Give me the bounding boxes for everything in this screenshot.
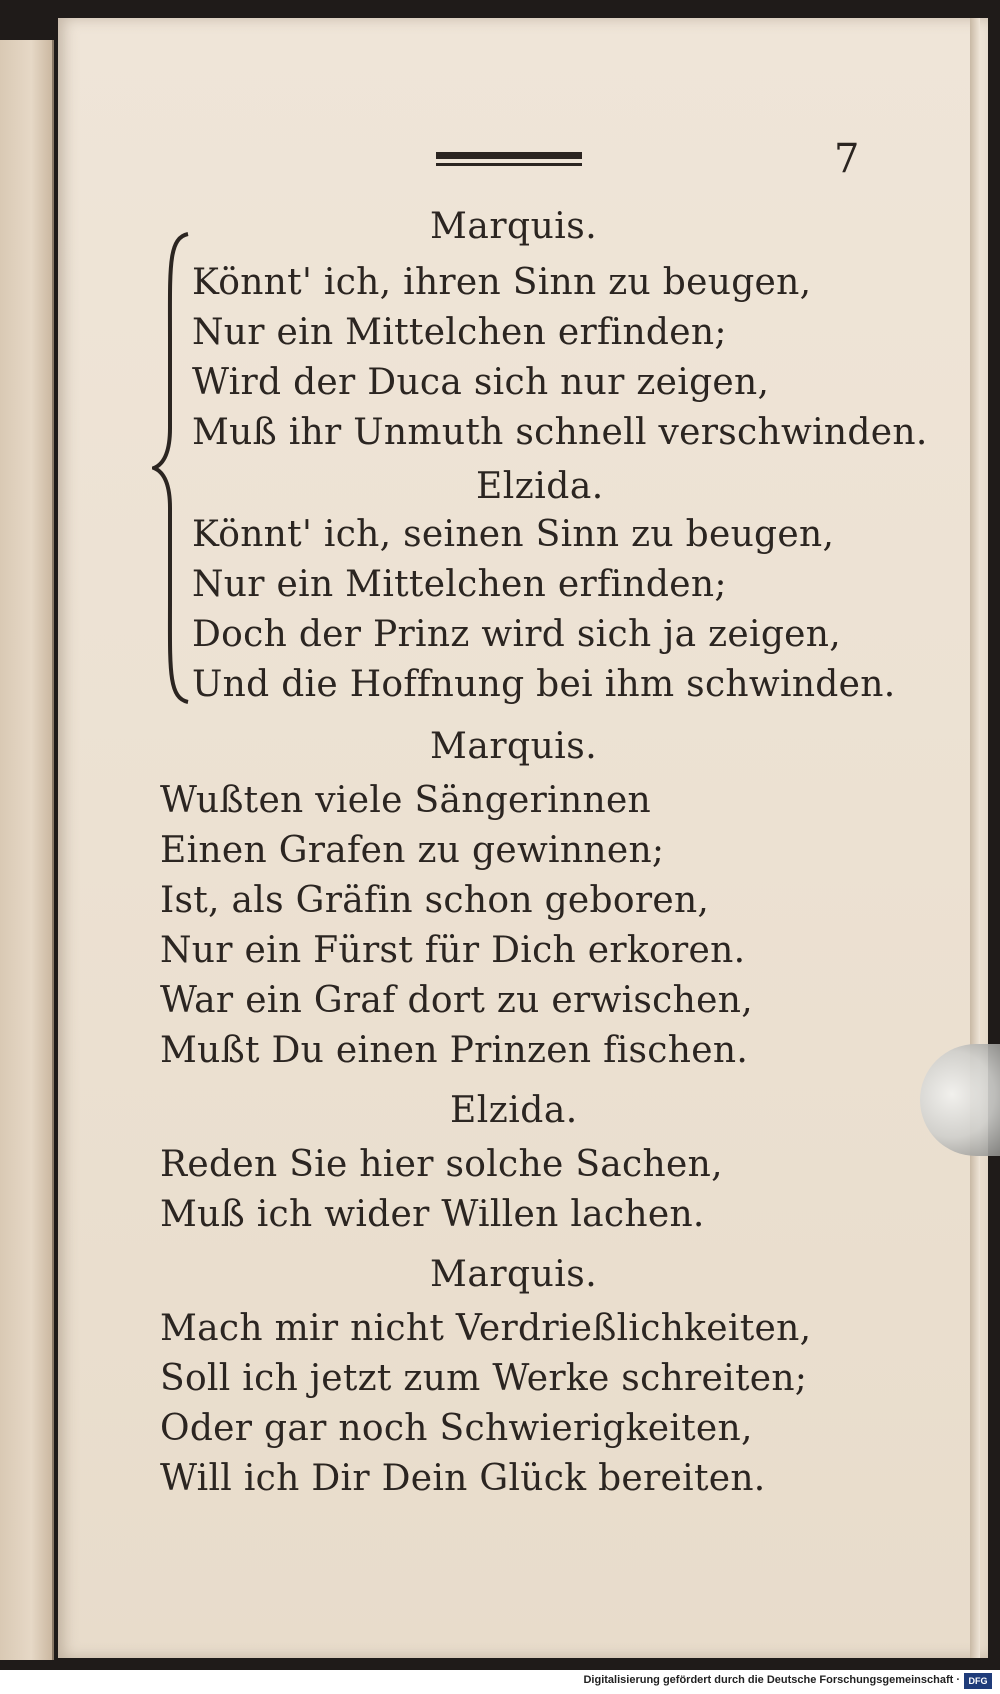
- verse-line: War ein Graf dort zu erwischen,: [160, 980, 753, 1021]
- dfg-logo: DFG: [964, 1673, 992, 1689]
- page-fore-edge: [970, 18, 980, 1658]
- page-number: 7: [834, 136, 860, 182]
- verse-line: Nur ein Mittelchen erfinden;: [192, 312, 727, 353]
- verse-line: Nur ein Mittelchen erfinden;: [192, 564, 727, 605]
- facing-page-edge: [0, 40, 54, 1660]
- verse-line: Wird der Duca sich nur zeigen,: [192, 362, 770, 403]
- speaker-heading: Marquis.: [430, 726, 598, 767]
- verse-line: Und die Hoffnung bei ihm schwinden.: [192, 664, 896, 705]
- verse-line: Einen Grafen zu gewinnen;: [160, 830, 665, 871]
- footer-credit: Digitalisierung gefördert durch die Deutsche Forschungsgemeinschaft ·: [583, 1674, 960, 1686]
- verse-line: Mußt Du einen Prinzen fischen.: [160, 1030, 749, 1071]
- verse-line: Könnt' ich, seinen Sinn zu beugen,: [192, 514, 835, 555]
- verse-line: Oder gar noch Schwierigkeiten,: [160, 1408, 753, 1449]
- digitization-footer: [0, 1670, 1000, 1694]
- ornamental-rule: [436, 152, 582, 170]
- speaker-heading: Marquis.: [430, 1254, 598, 1295]
- verse-line: Nur ein Fürst für Dich erkoren.: [160, 930, 746, 971]
- duet-brace: [152, 228, 192, 708]
- speaker-heading: Elzida.: [450, 1090, 578, 1131]
- verse-line: Könnt' ich, ihren Sinn zu beugen,: [192, 262, 812, 303]
- verse-line: Muß ihr Unmuth schnell verschwinden.: [192, 412, 928, 453]
- speaker-heading: Marquis.: [430, 206, 598, 247]
- verse-line: Ist, als Gräfin schon geboren,: [160, 880, 710, 921]
- speaker-heading: Elzida.: [476, 466, 604, 507]
- verse-line: Soll ich jetzt zum Werke schreiten;: [160, 1358, 808, 1399]
- verse-line: Reden Sie hier solche Sachen,: [160, 1144, 723, 1185]
- verse-line: Wußten viele Sängerinnen: [160, 780, 652, 821]
- verse-line: Muß ich wider Willen lachen.: [160, 1194, 705, 1235]
- verse-line: Mach mir nicht Verdrießlichkeiten,: [160, 1308, 812, 1349]
- verse-line: Will ich Dir Dein Glück bereiten.: [160, 1458, 766, 1499]
- verse-line: Doch der Prinz wird sich ja zeigen,: [192, 614, 842, 655]
